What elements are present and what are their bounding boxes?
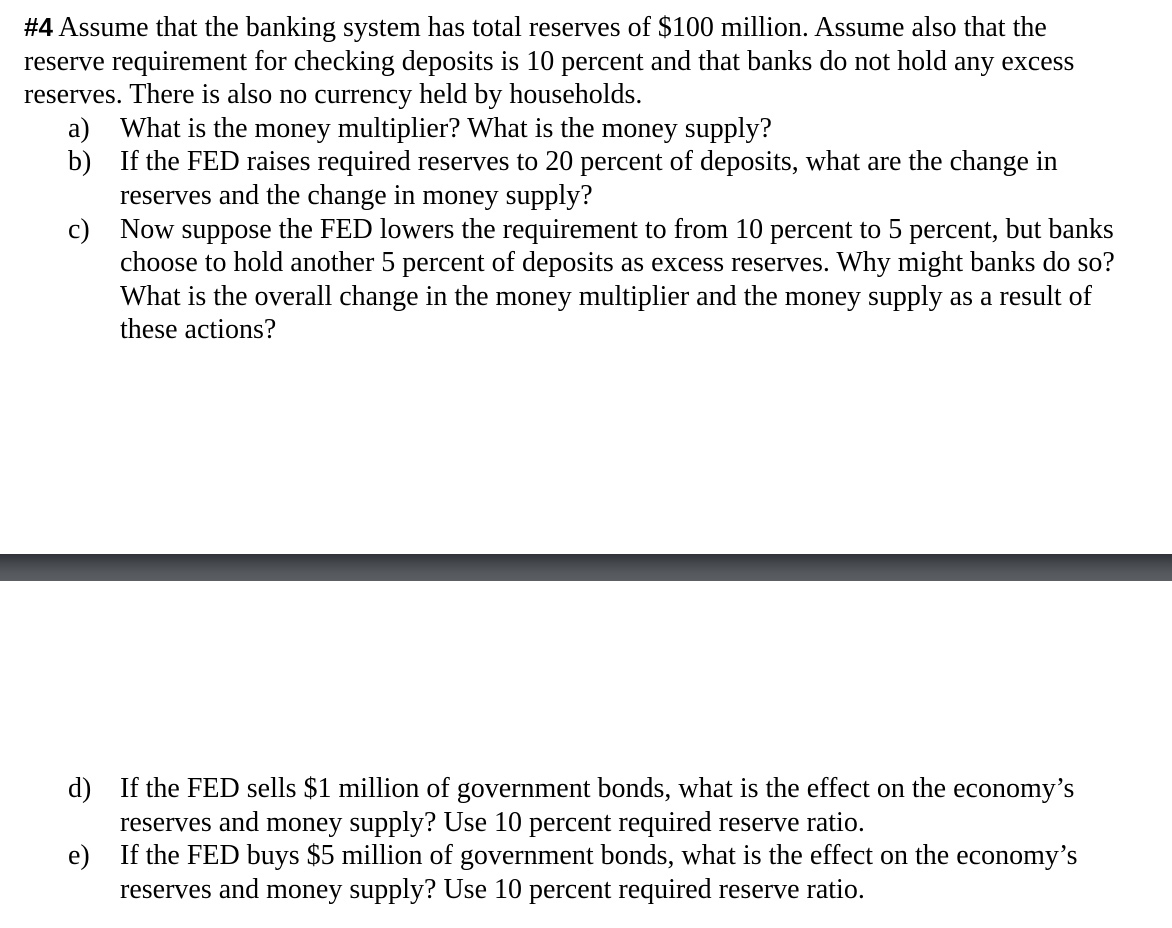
question-c bbox=[0, 213, 1172, 347]
question-d bbox=[0, 772, 1172, 839]
question-d-line-2: reserves and money supply? Use 10 percent required reserve ratio. bbox=[120, 806, 865, 838]
question-e bbox=[0, 839, 1172, 906]
question-b-line-1: If the FED raises required reserves to 20 percent of deposits, what are the change in bbox=[120, 146, 1058, 178]
question-b bbox=[0, 145, 1172, 212]
question-c-marker: c) bbox=[68, 213, 90, 245]
question-b-marker: b) bbox=[68, 146, 92, 178]
question-c-line-2: choose to hold another 5 percent of deposits as excess reserves. Why might banks do so? bbox=[120, 247, 1115, 279]
problem-intro-line-2: reserve requirement for checking deposits is 10 percent and that banks do not hold any excess bbox=[24, 45, 1075, 77]
problem-number: #4 bbox=[24, 12, 53, 42]
problem-intro-text-1: Assume that the banking system has total reserves of $100 million. Assume also that the bbox=[52, 12, 1047, 43]
question-c-line-4: these actions? bbox=[120, 314, 277, 346]
question-e-line-1: If the FED buys $5 million of government bonds, what is the effect on the economy’s bbox=[120, 840, 1078, 872]
question-e-line-2: reserves and money supply? Use 10 percent required reserve ratio. bbox=[120, 873, 865, 905]
question-e-marker: e) bbox=[68, 840, 90, 872]
question-a-line-1: What is the money multiplier? What is the money supply? bbox=[120, 112, 772, 144]
problem-bottom-section bbox=[0, 772, 1172, 906]
page-divider-band bbox=[0, 554, 1172, 581]
problem-intro-line-3: reserves. There is also no currency held by households. bbox=[24, 79, 643, 111]
question-b-line-2: reserves and the change in money supply? bbox=[120, 179, 593, 211]
question-d-marker: d) bbox=[68, 773, 92, 804]
question-d-line-1: If the FED sells $1 million of government bonds, what is the effect on the economy’s bbox=[120, 773, 1075, 804]
question-c-line-3: What is the overall change in the money multiplier and the money supply as a result of bbox=[120, 280, 1092, 312]
question-a bbox=[0, 112, 1172, 146]
question-c-line-1: Now suppose the FED lowers the requirement to from 10 percent to 5 percent, but banks bbox=[120, 213, 1114, 245]
question-a-marker: a) bbox=[68, 112, 90, 144]
problem-top-section bbox=[0, 11, 1172, 347]
problem-intro-line-1 bbox=[0, 11, 1172, 45]
